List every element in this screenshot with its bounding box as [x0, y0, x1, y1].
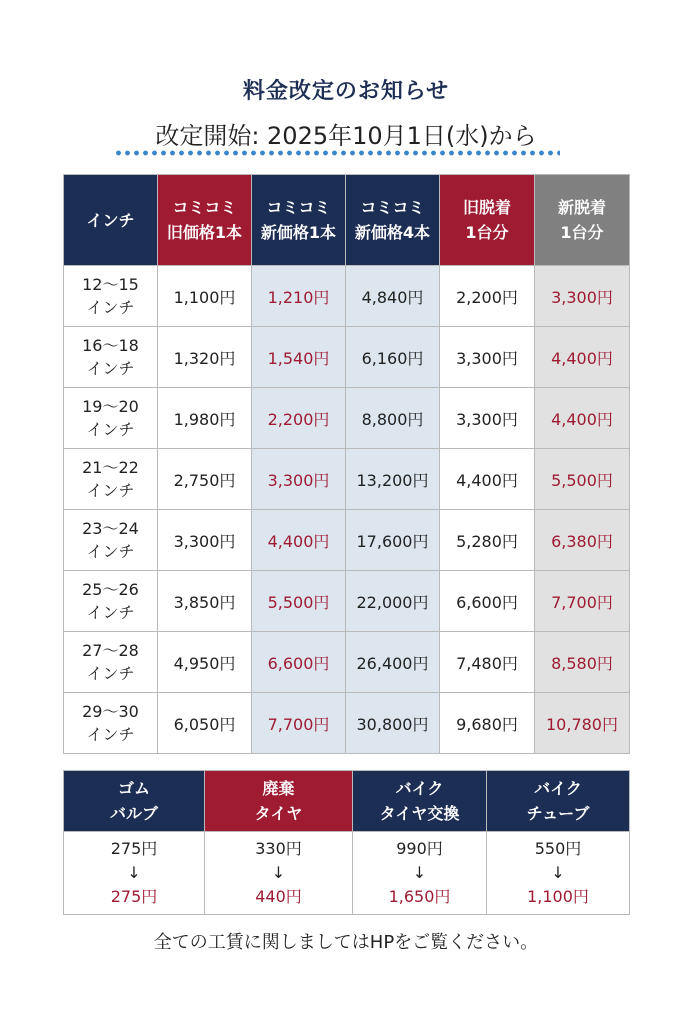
old-mount-cell: 4,400円 — [440, 449, 535, 510]
table-row — [64, 327, 630, 388]
size-cell: 23〜24 インチ — [64, 510, 158, 571]
new-price-1-cell: 7,700円 — [252, 693, 346, 754]
new-mount-cell: 3,300円 — [535, 266, 630, 327]
header-tire-disposal: 廃棄 タイヤ — [205, 771, 353, 832]
misc-price-cell — [205, 832, 353, 915]
new-mount-cell: 7,700円 — [535, 571, 630, 632]
down-arrow-icon: ↓ — [271, 863, 286, 882]
new-price-4-cell: 17,600円 — [346, 510, 440, 571]
footer-note: 全ての工賃に関しましてはHPをご覧ください。 — [153, 932, 539, 953]
old-price-1-cell: 3,850円 — [158, 571, 252, 632]
old-price-1-cell: 6,050円 — [158, 693, 252, 754]
old-price-1-cell: 1,100円 — [158, 266, 252, 327]
size-cell: 25〜26 インチ — [64, 571, 158, 632]
old-price-1-cell: 4,950円 — [158, 632, 252, 693]
new-price-1-cell: 1,540円 — [252, 327, 346, 388]
old-mount-cell: 7,480円 — [440, 632, 535, 693]
header-old-mount: 旧脱着 1台分 — [440, 175, 535, 266]
table-row — [64, 693, 630, 754]
misc-table-header — [64, 771, 630, 832]
header-new-mount: 新脱着 1台分 — [535, 175, 630, 266]
old-mount-cell: 3,300円 — [440, 388, 535, 449]
new-mount-cell: 6,380円 — [535, 510, 630, 571]
table-row — [64, 266, 630, 327]
header-rubber-valve: ゴム バルブ — [64, 771, 205, 832]
new-price: 440円 — [255, 887, 302, 906]
price-table — [63, 174, 630, 754]
size-cell: 16〜18 インチ — [64, 327, 158, 388]
new-price: 1,100円 — [527, 887, 589, 906]
price-table-header — [64, 175, 630, 266]
old-price-1-cell: 2,750円 — [158, 449, 252, 510]
new-price-4-cell: 6,160円 — [346, 327, 440, 388]
header-new-price-1: コミコミ 新価格1本 — [252, 175, 346, 266]
old-mount-cell: 5,280円 — [440, 510, 535, 571]
new-price-4-cell: 8,800円 — [346, 388, 440, 449]
size-cell: 12〜15 インチ — [64, 266, 158, 327]
old-mount-cell: 9,680円 — [440, 693, 535, 754]
new-price-1-cell: 4,400円 — [252, 510, 346, 571]
header-bike-tire-change: バイク タイヤ交換 — [353, 771, 487, 832]
misc-table-row — [64, 832, 630, 915]
misc-price-table — [63, 770, 630, 915]
down-arrow-icon: ↓ — [127, 863, 141, 882]
new-price-1-cell: 3,300円 — [252, 449, 346, 510]
old-mount-cell: 2,200円 — [440, 266, 535, 327]
old-price-1-cell: 3,300円 — [158, 510, 252, 571]
notice-title: 料金改定のお知らせ — [242, 79, 450, 104]
misc-price-cell — [487, 832, 630, 915]
old-price: 550円 — [534, 839, 582, 858]
header-inch: インチ — [64, 175, 158, 266]
table-row — [64, 388, 630, 449]
down-arrow-icon: ↓ — [412, 863, 427, 882]
new-price-4-cell: 22,000円 — [346, 571, 440, 632]
size-cell: 27〜28 インチ — [64, 632, 158, 693]
new-price: 1,650円 — [388, 887, 451, 906]
old-price-1-cell: 1,320円 — [158, 327, 252, 388]
table-row — [64, 510, 630, 571]
header-old-price-1: コミコミ 旧価格1本 — [158, 175, 252, 266]
table-row — [64, 632, 630, 693]
size-cell: 21〜22 インチ — [64, 449, 158, 510]
header-bike-tube: バイク チューブ — [487, 771, 630, 832]
misc-price-cell — [353, 832, 487, 915]
header-new-price-4: コミコミ 新価格4本 — [346, 175, 440, 266]
new-mount-cell: 5,500円 — [535, 449, 630, 510]
new-price: 275円 — [110, 887, 158, 906]
table-row — [64, 449, 630, 510]
new-price-4-cell: 30,800円 — [346, 693, 440, 754]
misc-price-cell — [64, 832, 205, 915]
size-cell: 29〜30 インチ — [64, 693, 158, 754]
start-date: 改定開始: 2025年10月1日(水)から — [155, 122, 537, 150]
new-price-1-cell: 6,600円 — [252, 632, 346, 693]
table-row — [64, 571, 630, 632]
old-price: 990円 — [396, 839, 443, 858]
new-price-4-cell: 13,200円 — [346, 449, 440, 510]
new-price-4-cell: 4,840円 — [346, 266, 440, 327]
new-mount-cell: 8,580円 — [535, 632, 630, 693]
down-arrow-icon: ↓ — [551, 863, 565, 882]
old-mount-cell: 6,600円 — [440, 571, 535, 632]
old-price: 275円 — [110, 839, 158, 858]
size-cell: 19〜20 インチ — [64, 388, 158, 449]
new-mount-cell: 10,780円 — [535, 693, 630, 754]
new-price-1-cell: 2,200円 — [252, 388, 346, 449]
new-price-4-cell: 26,400円 — [346, 632, 440, 693]
old-price-1-cell: 1,980円 — [158, 388, 252, 449]
old-price: 330円 — [255, 839, 302, 858]
new-mount-cell: 4,400円 — [535, 388, 630, 449]
dotted-divider — [114, 150, 560, 156]
new-mount-cell: 4,400円 — [535, 327, 630, 388]
new-price-1-cell: 1,210円 — [252, 266, 346, 327]
old-mount-cell: 3,300円 — [440, 327, 535, 388]
new-price-1-cell: 5,500円 — [252, 571, 346, 632]
